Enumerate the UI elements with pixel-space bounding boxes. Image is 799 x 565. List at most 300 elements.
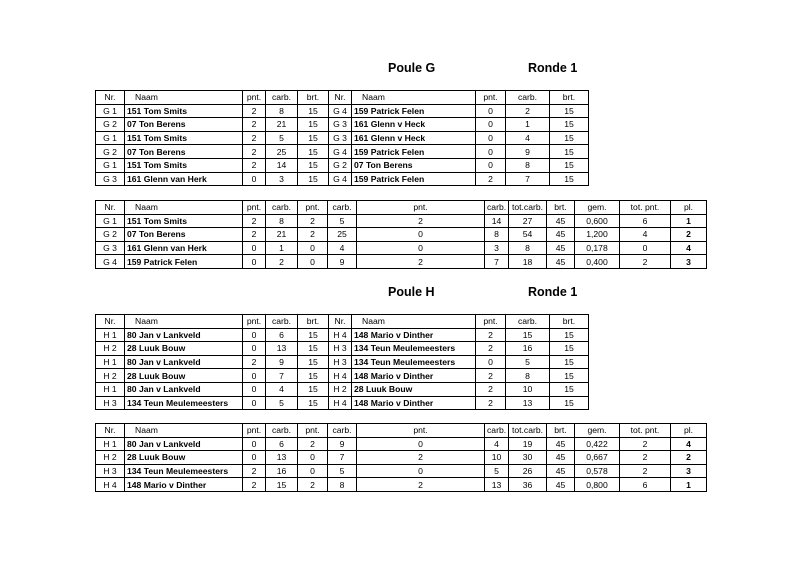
table-cell: 2 — [476, 369, 506, 383]
column-header: Naam — [125, 91, 243, 105]
table-cell: 4 — [485, 437, 509, 451]
table-cell: 0 — [476, 104, 506, 118]
table-cell: 1 — [671, 214, 707, 228]
table-cell: 0 — [476, 355, 506, 369]
column-header: carb. — [506, 91, 550, 105]
table-cell: 15 — [550, 158, 589, 172]
table-cell: 2 — [298, 228, 328, 242]
table-cell: 0,800 — [575, 478, 620, 492]
table-cell: 0 — [243, 437, 266, 451]
table-cell: 0 — [357, 464, 485, 478]
column-header: pl. — [671, 201, 707, 215]
table-cell: 15 — [550, 328, 589, 342]
table-cell: 15 — [550, 118, 589, 132]
column-header: carb. — [485, 201, 509, 215]
table-cell: 2 — [243, 464, 266, 478]
table-cell: 2 — [243, 131, 266, 145]
table-cell: 4 — [506, 131, 550, 145]
table-cell: 15 — [550, 145, 589, 159]
header-row — [96, 91, 589, 105]
table-cell: 15 — [550, 131, 589, 145]
table-cell: 45 — [547, 478, 575, 492]
table-cell: 9 — [328, 437, 357, 451]
table-row — [96, 241, 707, 255]
table-cell: G 4 — [329, 172, 352, 186]
poule-title: Poule G — [388, 61, 436, 75]
table-cell: 4 — [620, 228, 671, 242]
standings-table-h — [95, 423, 707, 492]
player-name-cell: 134 Teun Meulemeesters — [352, 342, 476, 356]
table-cell: 8 — [485, 228, 509, 242]
table-cell: 2 — [266, 255, 298, 269]
table-cell: 3 — [671, 255, 707, 269]
table-cell: 2 — [243, 158, 266, 172]
column-header: brt. — [547, 201, 575, 215]
table-cell: 2 — [243, 214, 266, 228]
column-header: carb. — [328, 201, 357, 215]
column-header: Nr. — [329, 315, 352, 329]
player-name-cell: 28 Luuk Bouw — [125, 369, 243, 383]
table-cell: H 1 — [96, 437, 125, 451]
table-cell: 15 — [550, 342, 589, 356]
poule-title: Poule H — [388, 285, 435, 299]
table-cell: 4 — [328, 241, 357, 255]
table-cell: 3 — [266, 172, 298, 186]
table-cell: 15 — [298, 328, 329, 342]
table-cell: 26 — [509, 464, 547, 478]
table-cell: G 1 — [96, 104, 125, 118]
table-cell: 15 — [266, 478, 298, 492]
table-cell: 0,422 — [575, 437, 620, 451]
table-cell: 3 — [671, 464, 707, 478]
table-cell: 9 — [328, 255, 357, 269]
column-header: brt. — [550, 91, 589, 105]
table-cell: 0 — [243, 241, 266, 255]
table-cell: 0 — [243, 451, 266, 465]
table-row — [96, 145, 589, 159]
table-cell: 13 — [266, 342, 298, 356]
matches-table-g — [95, 90, 589, 186]
player-name-cell: 80 Jan v Lankveld — [125, 437, 243, 451]
player-name-cell: 159 Patrick Felen — [125, 255, 243, 269]
player-name-cell: 159 Patrick Felen — [352, 145, 476, 159]
table-cell: 16 — [266, 464, 298, 478]
column-header: carb. — [485, 424, 509, 438]
table-cell: G 3 — [329, 118, 352, 132]
table-cell: 15 — [298, 355, 329, 369]
column-header: brt. — [547, 424, 575, 438]
table-cell: G 1 — [96, 214, 125, 228]
table-cell: 2 — [620, 451, 671, 465]
table-cell: 0 — [620, 241, 671, 255]
table-cell: 16 — [506, 342, 550, 356]
table-cell: 1 — [266, 241, 298, 255]
table-cell: 6 — [620, 214, 671, 228]
table-cell: 8 — [506, 158, 550, 172]
table-cell: H 2 — [96, 342, 125, 356]
player-name-cell: 151 Tom Smits — [125, 131, 243, 145]
table-cell: 6 — [620, 478, 671, 492]
table-cell: 0 — [476, 158, 506, 172]
table-cell: 2 — [620, 464, 671, 478]
table-row — [96, 437, 707, 451]
table-cell: 0 — [476, 131, 506, 145]
column-header: brt. — [298, 91, 329, 105]
table-cell: H 2 — [329, 382, 352, 396]
table-cell: 2 — [243, 355, 266, 369]
player-name-cell: 161 Glenn van Herk — [125, 241, 243, 255]
table-cell: 2 — [243, 145, 266, 159]
table-cell: 0 — [298, 464, 328, 478]
column-header: pnt. — [298, 424, 328, 438]
column-header: carb. — [328, 424, 357, 438]
table-cell: 25 — [266, 145, 298, 159]
column-header: Naam — [352, 315, 476, 329]
table-cell: 45 — [547, 451, 575, 465]
table-cell: 0 — [243, 369, 266, 383]
table-row — [96, 158, 589, 172]
table-cell: 0 — [243, 255, 266, 269]
table-row — [96, 464, 707, 478]
table-row — [96, 369, 589, 383]
table-cell: 8 — [506, 369, 550, 383]
table-cell: 15 — [506, 328, 550, 342]
column-header: Nr. — [96, 201, 125, 215]
table-row — [96, 131, 589, 145]
header-row — [96, 201, 707, 215]
table-cell: 8 — [266, 214, 298, 228]
column-header: Nr. — [96, 424, 125, 438]
table-cell: 15 — [298, 158, 329, 172]
column-header: carb. — [506, 315, 550, 329]
column-header: pnt. — [243, 91, 266, 105]
table-cell: 1,200 — [575, 228, 620, 242]
player-name-cell: 80 Jan v Lankveld — [125, 328, 243, 342]
table-cell: 9 — [266, 355, 298, 369]
table-cell: G 4 — [329, 104, 352, 118]
table-cell: 45 — [547, 228, 575, 242]
table-cell: 0 — [298, 241, 328, 255]
table-cell: H 4 — [329, 328, 352, 342]
table-cell: 0 — [476, 118, 506, 132]
table-cell: 0,667 — [575, 451, 620, 465]
player-name-cell: 07 Ton Berens — [125, 145, 243, 159]
table-cell: 25 — [328, 228, 357, 242]
table-cell: 0 — [357, 241, 485, 255]
table-row — [96, 396, 589, 410]
table-cell: 15 — [298, 104, 329, 118]
header-row — [96, 424, 707, 438]
table-cell: 4 — [671, 241, 707, 255]
table-row — [96, 214, 707, 228]
table-cell: 21 — [266, 228, 298, 242]
table-cell: 19 — [509, 437, 547, 451]
table-cell: G 3 — [96, 172, 125, 186]
table-cell: H 1 — [96, 355, 125, 369]
table-cell: G 1 — [96, 158, 125, 172]
table-cell: 2 — [298, 214, 328, 228]
table-cell: 13 — [485, 478, 509, 492]
table-cell: 18 — [509, 255, 547, 269]
table-cell: 2 — [476, 342, 506, 356]
table-cell: 2 — [476, 328, 506, 342]
player-name-cell: 07 Ton Berens — [125, 228, 243, 242]
table-cell: 2 — [476, 382, 506, 396]
table-cell: 2 — [476, 172, 506, 186]
player-name-cell: 159 Patrick Felen — [352, 172, 476, 186]
table-cell: 5 — [266, 396, 298, 410]
table-cell: 15 — [298, 172, 329, 186]
column-header: brt. — [550, 315, 589, 329]
table-cell: 15 — [550, 369, 589, 383]
table-cell: 15 — [550, 172, 589, 186]
table-row — [96, 228, 707, 242]
table-cell: 2 — [357, 255, 485, 269]
column-header: pnt. — [243, 201, 266, 215]
player-name-cell: 161 Glenn v Heck — [352, 131, 476, 145]
table-cell: 14 — [485, 214, 509, 228]
player-name-cell: 28 Luuk Bouw — [125, 342, 243, 356]
table-cell: 15 — [298, 369, 329, 383]
table-cell: 4 — [671, 437, 707, 451]
table-cell: 5 — [506, 355, 550, 369]
table-row — [96, 328, 589, 342]
table-cell: 21 — [266, 118, 298, 132]
table-cell: H 1 — [96, 382, 125, 396]
table-cell: H 4 — [329, 369, 352, 383]
table-cell: H 2 — [96, 451, 125, 465]
table-cell: 15 — [298, 131, 329, 145]
player-name-cell: 134 Teun Meulemeesters — [352, 355, 476, 369]
table-cell: 0 — [243, 328, 266, 342]
table-cell: 27 — [509, 214, 547, 228]
table-cell: 2 — [506, 104, 550, 118]
table-row — [96, 355, 589, 369]
column-header: pl. — [671, 424, 707, 438]
table-cell: 2 — [357, 451, 485, 465]
player-name-cell: 161 Glenn van Herk — [125, 172, 243, 186]
table-cell: H 1 — [96, 328, 125, 342]
table-cell: 0 — [476, 145, 506, 159]
table-cell: H 2 — [96, 369, 125, 383]
column-header: Naam — [125, 424, 243, 438]
table-cell: 15 — [550, 396, 589, 410]
table-cell: 0 — [357, 228, 485, 242]
table-row — [96, 382, 589, 396]
player-name-cell: 151 Tom Smits — [125, 104, 243, 118]
table-cell: G 4 — [96, 255, 125, 269]
table-cell: 15 — [298, 342, 329, 356]
table-cell: 0 — [357, 437, 485, 451]
table-cell: G 2 — [96, 118, 125, 132]
header-row — [96, 315, 589, 329]
table-cell: 45 — [547, 255, 575, 269]
table-cell: 2 — [298, 437, 328, 451]
table-cell: H 4 — [96, 478, 125, 492]
column-header: carb. — [266, 424, 298, 438]
table-cell: 15 — [298, 396, 329, 410]
player-name-cell: 148 Mario v Dinther — [352, 369, 476, 383]
table-cell: G 3 — [329, 131, 352, 145]
table-cell: 10 — [506, 382, 550, 396]
table-cell: 0 — [243, 172, 266, 186]
table-cell: 13 — [506, 396, 550, 410]
table-cell: 9 — [506, 145, 550, 159]
table-row — [96, 255, 707, 269]
column-header: carb. — [266, 91, 298, 105]
player-name-cell: 07 Ton Berens — [125, 118, 243, 132]
column-header: Naam — [125, 201, 243, 215]
table-cell: 10 — [485, 451, 509, 465]
table-cell: 2 — [298, 478, 328, 492]
table-cell: 3 — [485, 241, 509, 255]
player-name-cell: 134 Teun Meulemeesters — [125, 396, 243, 410]
table-cell: 6 — [266, 328, 298, 342]
table-cell: G 2 — [96, 228, 125, 242]
column-header: tot. pnt. — [620, 424, 671, 438]
table-cell: 15 — [298, 382, 329, 396]
table-cell: 0,578 — [575, 464, 620, 478]
table-cell: G 3 — [96, 241, 125, 255]
table-cell: 54 — [509, 228, 547, 242]
table-cell: G 2 — [96, 145, 125, 159]
player-name-cell: 80 Jan v Lankveld — [125, 355, 243, 369]
column-header: carb. — [266, 315, 298, 329]
table-cell: 0,600 — [575, 214, 620, 228]
table-cell: 15 — [550, 355, 589, 369]
column-header: tot.carb. — [509, 424, 547, 438]
table-cell: 7 — [328, 451, 357, 465]
player-name-cell: 151 Tom Smits — [125, 214, 243, 228]
column-header: pnt. — [476, 315, 506, 329]
column-header: tot.carb. — [509, 201, 547, 215]
column-header: pnt. — [357, 201, 485, 215]
table-cell: 0 — [243, 342, 266, 356]
table-row — [96, 172, 589, 186]
table-row — [96, 478, 707, 492]
table-cell: 7 — [506, 172, 550, 186]
table-row — [96, 118, 589, 132]
table-cell: 2 — [243, 228, 266, 242]
table-cell: 1 — [506, 118, 550, 132]
table-cell: H 4 — [329, 396, 352, 410]
table-row — [96, 342, 589, 356]
player-name-cell: 151 Tom Smits — [125, 158, 243, 172]
table-cell: 8 — [266, 104, 298, 118]
table-cell: 0,178 — [575, 241, 620, 255]
table-cell: H 3 — [96, 464, 125, 478]
table-cell: 0 — [243, 396, 266, 410]
table-cell: 8 — [328, 478, 357, 492]
table-cell: 45 — [547, 214, 575, 228]
column-header: Nr. — [96, 315, 125, 329]
table-cell: 7 — [266, 369, 298, 383]
player-name-cell: 134 Teun Meulemeesters — [125, 464, 243, 478]
standings-table-g — [95, 200, 707, 269]
table-cell: 0 — [243, 382, 266, 396]
table-cell: 15 — [298, 118, 329, 132]
player-name-cell: 28 Luuk Bouw — [125, 451, 243, 465]
table-cell: 2 — [671, 228, 707, 242]
table-cell: 2 — [243, 118, 266, 132]
player-name-cell: 161 Glenn v Heck — [352, 118, 476, 132]
table-cell: 45 — [547, 241, 575, 255]
matches-table-h — [95, 314, 589, 410]
player-name-cell: 80 Jan v Lankveld — [125, 382, 243, 396]
player-name-cell: 28 Luuk Bouw — [352, 382, 476, 396]
table-cell: 2 — [620, 437, 671, 451]
column-header: pnt. — [357, 424, 485, 438]
table-cell: G 1 — [96, 131, 125, 145]
table-cell: 5 — [328, 214, 357, 228]
table-row — [96, 104, 589, 118]
column-header: tot. pnt. — [620, 201, 671, 215]
table-cell: 2 — [476, 396, 506, 410]
table-cell: 2 — [671, 451, 707, 465]
table-cell: 0 — [298, 451, 328, 465]
column-header: pnt. — [243, 424, 266, 438]
table-cell: 45 — [547, 437, 575, 451]
table-cell: 5 — [266, 131, 298, 145]
player-name-cell: 07 Ton Berens — [352, 158, 476, 172]
column-header: Naam — [125, 315, 243, 329]
table-cell: 15 — [298, 145, 329, 159]
table-cell: G 4 — [329, 145, 352, 159]
column-header: Naam — [352, 91, 476, 105]
column-header: gem. — [575, 201, 620, 215]
table-cell: G 2 — [329, 158, 352, 172]
table-cell: 15 — [550, 104, 589, 118]
table-cell: 2 — [243, 104, 266, 118]
ronde-title: Ronde 1 — [528, 285, 578, 299]
column-header: brt. — [298, 315, 329, 329]
table-row — [96, 451, 707, 465]
table-cell: 2 — [357, 478, 485, 492]
table-cell: 2 — [620, 255, 671, 269]
table-cell: 0 — [298, 255, 328, 269]
ronde-title: Ronde 1 — [528, 61, 578, 75]
column-header: pnt. — [298, 201, 328, 215]
table-cell: 36 — [509, 478, 547, 492]
table-cell: 1 — [671, 478, 707, 492]
column-header: Nr. — [96, 91, 125, 105]
player-name-cell: 159 Patrick Felen — [352, 104, 476, 118]
column-header: pnt. — [476, 91, 506, 105]
table-cell: 2 — [243, 478, 266, 492]
table-cell: 15 — [550, 382, 589, 396]
column-header: pnt. — [243, 315, 266, 329]
table-cell: 8 — [509, 241, 547, 255]
table-cell: 30 — [509, 451, 547, 465]
table-cell: 6 — [266, 437, 298, 451]
player-name-cell: 148 Mario v Dinther — [352, 328, 476, 342]
table-cell: 4 — [266, 382, 298, 396]
table-cell: H 3 — [329, 355, 352, 369]
table-cell: 5 — [328, 464, 357, 478]
table-cell: H 3 — [96, 396, 125, 410]
table-cell: 13 — [266, 451, 298, 465]
player-name-cell: 148 Mario v Dinther — [125, 478, 243, 492]
player-name-cell: 148 Mario v Dinther — [352, 396, 476, 410]
column-header: carb. — [266, 201, 298, 215]
column-header: gem. — [575, 424, 620, 438]
table-cell: 2 — [357, 214, 485, 228]
table-cell: H 3 — [329, 342, 352, 356]
table-cell: 5 — [485, 464, 509, 478]
table-cell: 7 — [485, 255, 509, 269]
column-header: Nr. — [329, 91, 352, 105]
table-cell: 45 — [547, 464, 575, 478]
